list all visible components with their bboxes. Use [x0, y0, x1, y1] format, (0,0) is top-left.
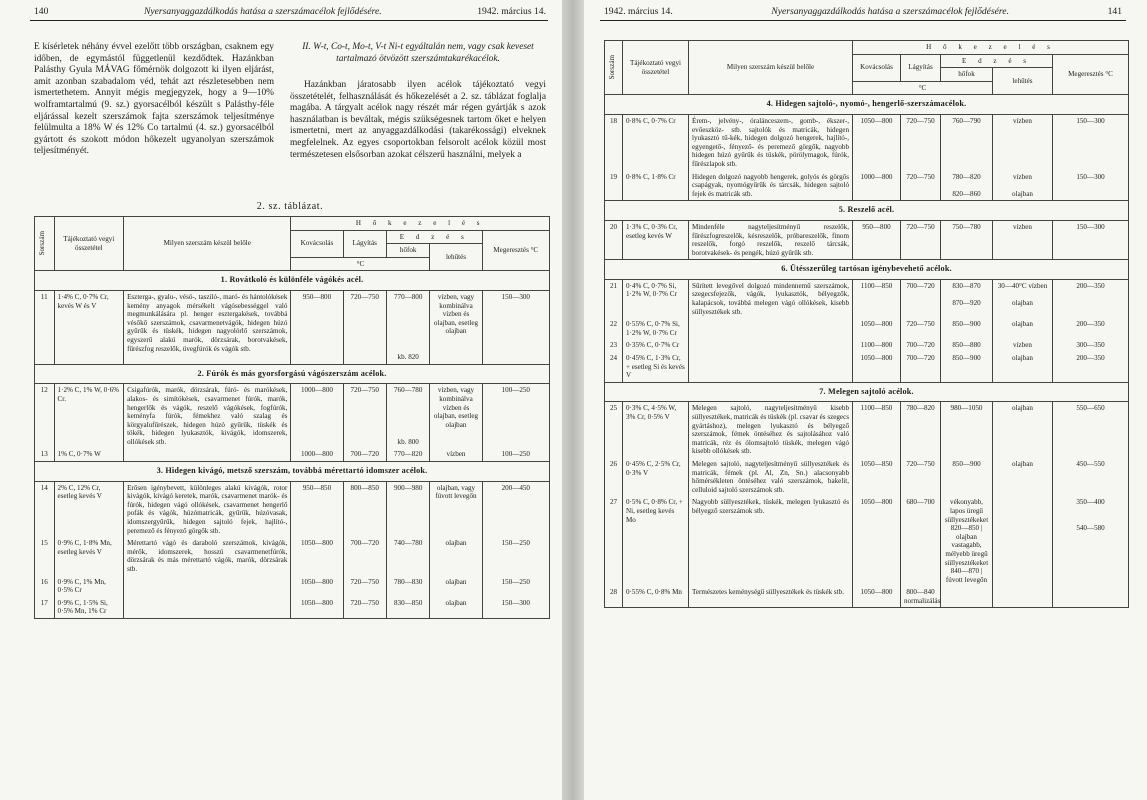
tempering-cell: [1053, 586, 1129, 608]
hardening-temp-cell: 760—780 kb. 800: [386, 384, 429, 449]
forging-cell: 1050—800: [853, 352, 901, 382]
left-header-rule: [30, 20, 548, 21]
tempering-cell: 200—450: [482, 481, 549, 537]
section-title: 2. Fúrók és más gyorsforgású vágószerszám acélok.: [35, 364, 550, 384]
forging-cell: 950—850: [291, 481, 343, 537]
col-header-forging: Kovácsolás: [291, 230, 343, 257]
annealing-cell: 720—750: [343, 576, 386, 597]
table-row: [605, 458, 1129, 496]
tempering-cell: 150—300: [1053, 171, 1129, 201]
table-row: [605, 171, 1129, 201]
right-date: 1942. március 14.: [604, 6, 673, 17]
composition-cell: 0·9% C, 1·5% Si, 0·5% Mn, 1% Cr: [54, 597, 124, 619]
hardening-temp-cell: 850—900: [941, 352, 993, 382]
hardening-temp-cell: 740—780: [386, 537, 429, 575]
composition-cell: 0·9% C, 1% Mn, 0·5% Cr: [54, 576, 124, 597]
table-row: [605, 279, 1129, 318]
quench-cell: vízben, vagy kombinálva vízben és olajban, esetleg olajban: [430, 384, 482, 449]
annealing-cell: 700—720: [901, 339, 941, 352]
row-number: 11: [35, 290, 55, 364]
annealing-cell: 720—750: [343, 290, 386, 364]
hardening-temp-cell: 750—780: [941, 220, 993, 259]
composition-cell: 0·55% C, 0·7% Si, 1·2% W, 0·7% Cr: [623, 318, 689, 339]
forging-cell: 1050—800: [853, 318, 901, 339]
section-row: [35, 271, 550, 291]
annealing-cell: 720—750: [901, 458, 941, 496]
tool-use-cell: Eszterga-, gyalu-, vésö-, tasziló-, maró- és hántolókések kemény anyagok mérsékelt vágósebességgel való megmunkálására pl. henger esztergakések, továbbá vésőkő szerszámok, csavarmenetvágók, hidegen húzó gyűrűk és tüskék, hidegen nagyolórlő szerszámok, egyszerű alakú marók, dörzsárak, borotvakések, fűrészfog reszelők, üvegfúrók és vágók stb.: [124, 290, 291, 364]
tool-use-cell: Természetes keménységű süllyesztékek és tüskék stb.: [689, 586, 853, 608]
annealing-cell: 720—750: [901, 114, 941, 170]
table-row: [605, 496, 1129, 586]
forging-cell: 1050—800: [291, 576, 343, 597]
quench-cell: olajban: [430, 597, 482, 619]
row-number: 21: [605, 279, 623, 318]
quench-cell: olajban: [430, 537, 482, 575]
col-header-temp: hőfok: [386, 244, 429, 258]
hardening-temp-cell: 780—830: [386, 576, 429, 597]
annealing-cell: 800—840 normalizálás: [901, 586, 941, 608]
annealing-cell: 780—820: [901, 402, 941, 458]
col-header-number-right: Sorszám: [605, 41, 623, 95]
hardening-temp-cell: 770—800 kb. 820: [386, 290, 429, 364]
col-header-hardening-right: E d z é s: [941, 54, 1053, 68]
tempering-cell: 350—400 540—580: [1053, 496, 1129, 586]
section-title: 7. Melegen sajtoló acélok.: [605, 382, 1129, 402]
row-number: 15: [35, 537, 55, 575]
col-header-tempering-right: Megeresztés °C: [1053, 54, 1129, 95]
section-row: [605, 260, 1129, 280]
table-row: [35, 537, 550, 575]
composition-cell: 0·8% C, 0·7% Cr: [623, 114, 689, 170]
quench-cell: vízben: [993, 220, 1053, 259]
quench-cell: vízben, vagy kombinálva vízben és olajban, esetleg olajban: [430, 290, 482, 364]
forging-cell: 1050—850: [853, 458, 901, 496]
quench-cell: olajban: [993, 352, 1053, 382]
quench-cell: olajban: [993, 458, 1053, 496]
col-header-annealing-right: Lágyítás: [901, 54, 941, 81]
composition-cell: 0·5% C, 0·8% Cr, + Ni, esetleg kevés Mo: [623, 496, 689, 586]
left-column-2-text: Hazánkban járatosabb ilyen acélok tájékoztató vegyi összetételét, felhasználását és hőkezelését a 2. sz. táblázat foglalja magába. A tárgyalt acélok nagy részét már régen gyártják s azok használatban is beváltak, mégis szükségesnek tartom őket e helyen ismertetni, mert az anyaggazdálkodási (takarékossági) elveknek megfelelnek. Az egyes csoportokban felsorolt acélok közül most természetesen elsősorban azokat célszerű használni, melyek a: [290, 80, 546, 160]
row-number: 24: [605, 352, 623, 382]
tempering-cell: 200—350: [1053, 318, 1129, 339]
section-title: 1. Rovátkoló és különféle vágókés acél.: [35, 271, 550, 291]
tool-use-cell: Mindenféle nagyteljesítményű reszelők, fűrészfogreszelők, késreszelők, próbareszelők, finom reszelők, forgó reszelők, reszelő tárcsák, borotvakések- és pengék, húzó gyűrűk stb.: [689, 220, 853, 259]
section-row: [35, 462, 550, 482]
tempering-cell: 150—300: [482, 597, 549, 619]
hardening-temp-cell: [941, 586, 993, 608]
annealing-cell: 700—720: [901, 279, 941, 318]
row-number: 12: [35, 384, 55, 449]
table-2-part-2: [604, 40, 1129, 608]
annealing-cell: 700—720: [901, 352, 941, 382]
composition-cell: 0·45% C, 2·5% Cr, 0·3% V: [623, 458, 689, 496]
forging-cell: 1000—800: [853, 171, 901, 201]
composition-cell: 1·4% C, 0·7% Cr, kevés W és V: [54, 290, 124, 364]
right-header-rule: [600, 20, 1126, 21]
forging-cell: 1100—800: [853, 339, 901, 352]
tool-use-cell: Sűrített levegővel dolgozó mindennemű szerszámok, szegecsfejezők, vágók, lyukasztók, bélyegzők, kalapácsok, továbbá melegen vágó ollókések, kisebb süllyesztékek stb.: [689, 279, 853, 318]
row-number: 28: [605, 586, 623, 608]
tool-use-cell: Melegen sajtoló, nagyteljesítményű kisebb süllyesztékek, matricák és tüskék (pl. csavar és szegecs gyártáshoz), melegen lyukasztó és bélyegző szerszámok, fémek öntéséhez és sajtolásához való matricák, réz és ólomsajtoló tüskék, melegen vágó kisebb ollókések stb.: [689, 402, 853, 458]
col-header-tool-right: Milyen szerszám készül belőle: [689, 41, 853, 95]
table-row: [605, 220, 1129, 259]
table-row: [605, 586, 1129, 608]
forging-cell: 1100—850: [853, 402, 901, 458]
tool-use-cell: Nagyobb süllyesztékek, tüskék, melegen lyukasztó és bélyegző szerszámok stb.: [689, 496, 853, 586]
row-number: 19: [605, 171, 623, 201]
tempering-cell: 150—300: [1053, 114, 1129, 170]
hardening-temp-cell: 830—850: [386, 597, 429, 619]
table-row: [35, 576, 550, 597]
forging-cell: 1000—800: [291, 448, 343, 461]
annealing-cell: 720—750: [901, 171, 941, 201]
tool-use-cell: Érem-, jelvény-, óralánceszem-, gomb-, ékszer-, evőeszköz- stb. sajtolók és matricák, hidegen lyukasztó tű-kék, hidegen dolgozó hengerek, hajlító-, egyengető-, fényező- és peremező görgők, nagyobb hidegen húzó gyűrűk és tüskék, pörölymagok, fúrók, fűrészlapok stb.: [689, 114, 853, 170]
section-title: 3. Hidegen kivágó, metsző szerszám, továbbá mérettartó idomszer acélok.: [35, 462, 550, 482]
tempering-cell: 200—350: [1053, 279, 1129, 318]
composition-cell: 0·55% C, 0·8% Mn: [623, 586, 689, 608]
tool-use-cell: Mérettartó vágó és daraboló szerszámok, kivágók, mérők, idomszerek, hosszú csavarmenetfúrók, dörzsárak és más mérettartó vágók, marók, dörzsárak stb.: [124, 537, 291, 575]
table-row: [35, 597, 550, 619]
composition-cell: 1% C, 0·7% W: [54, 448, 124, 461]
annealing-cell: 720—750: [343, 384, 386, 449]
col-header-hardening: E d z é s: [386, 230, 482, 244]
row-number: 20: [605, 220, 623, 259]
left-header: [34, 6, 546, 17]
quench-cell: olajban: [993, 402, 1053, 458]
forging-cell: 1000—800: [291, 384, 343, 449]
tool-use-cell: [124, 576, 291, 597]
row-number: 22: [605, 318, 623, 339]
annealing-cell: 700—720: [343, 448, 386, 461]
forging-cell: 1050—800: [291, 537, 343, 575]
section-row: [35, 364, 550, 384]
left-running-title: Nyersanyaggazdálkodás hatása a szerszámacélok fejlődésére.: [144, 6, 382, 17]
col-header-quench: lehűtés: [430, 244, 482, 271]
right-page-number: 141: [1107, 6, 1122, 17]
right-running-title: Nyersanyaggazdálkodás hatása a szerszámacélok fejlődésére.: [771, 6, 1009, 17]
tempering-cell: 150—250: [482, 576, 549, 597]
section-title: 5. Reszelő acél.: [605, 201, 1129, 221]
quench-cell: olajban, vagy fúvott levegőn: [430, 481, 482, 537]
col-header-composition-right: Tájékoztató vegyi összetétel: [623, 41, 689, 95]
col-header-forging-right: Kovácsolás: [853, 54, 901, 81]
col-header-annealing: Lágyítás: [343, 230, 386, 257]
hardening-temp-cell: 850—900: [941, 458, 993, 496]
col-header-quench-right: lehűtés: [993, 68, 1053, 95]
hardening-temp-cell: 830—870 870—920: [941, 279, 993, 318]
hardening-temp-cell: 850—900: [941, 318, 993, 339]
section-title: 4. Hidegen sajtoló-, nyomó-, hengerlő-szerszámacélok.: [605, 95, 1129, 115]
col-header-unit: °C: [291, 257, 430, 271]
tempering-cell: 150—250: [482, 537, 549, 575]
col-header-tempering: Megeresztés °C: [482, 230, 549, 271]
section-row: [605, 382, 1129, 402]
composition-cell: 1·2% C, 1% W, 0·6% Cr.: [54, 384, 124, 449]
table-row: [35, 448, 550, 461]
forging-cell: 950—800: [853, 220, 901, 259]
annealing-cell: 680—700: [901, 496, 941, 586]
quench-cell: olajban: [993, 318, 1053, 339]
tool-use-cell: [124, 448, 291, 461]
row-number: 26: [605, 458, 623, 496]
tempering-cell: 150—300: [1053, 220, 1129, 259]
hardening-temp-cell: 900—980: [386, 481, 429, 537]
right-page: [584, 0, 1147, 800]
quench-cell: vízben: [993, 114, 1053, 170]
hardening-temp-cell: 780—820 820—860: [941, 171, 993, 201]
quench-cell: [993, 586, 1053, 608]
tempering-cell: 200—350: [1053, 352, 1129, 382]
hardening-temp-cell: 980—1050: [941, 402, 993, 458]
left-page-number: 140: [34, 6, 49, 17]
hardening-temp-cell: 770—820: [386, 448, 429, 461]
tempering-cell: 100—250: [482, 384, 549, 449]
row-number: 18: [605, 114, 623, 170]
col-header-tool: Milyen szerszám készül belőle: [124, 217, 291, 271]
table-row: [605, 352, 1129, 382]
book-gutter: [562, 0, 584, 800]
row-number: 23: [605, 339, 623, 352]
quench-cell: 30—40°C vízben olajban: [993, 279, 1053, 318]
forging-cell: 950—800: [291, 290, 343, 364]
row-number: 25: [605, 402, 623, 458]
annealing-cell: 720—750: [901, 220, 941, 259]
left-page: [0, 0, 562, 800]
table-caption: 2. sz. táblázat.: [256, 201, 324, 212]
row-number: 16: [35, 576, 55, 597]
col-header-unit-right: °C: [853, 81, 993, 95]
left-date: 1942. március 14.: [477, 6, 546, 17]
forging-cell: 1050—800: [291, 597, 343, 619]
composition-cell: 0·9% C, 1·8% Mn, esetleg kevés V: [54, 537, 124, 575]
table-row: [605, 402, 1129, 458]
tool-use-cell: [689, 318, 853, 339]
col-header-heat-treatment: H ő k e z e l é s: [291, 217, 550, 231]
section-row: [605, 95, 1129, 115]
tool-use-cell: Melegen sajtoló, nagyteljesítményű süllyesztékek és matricák, fémek (pl. Al, Zn, Sn.) alacsonyabb hőmérsékleten öntéséhez való szerszámok, bakelit, celluloid sajtoló szerszámok stb.: [689, 458, 853, 496]
forging-cell: 1050—800: [853, 114, 901, 170]
tempering-cell: 450—550: [1053, 458, 1129, 496]
left-column-1-text: E kísérletek néhány évvel ezelőtt több országban, csaknem egy időben, de egymástól függetlenül kezdődtek. Hazánkban Palásthy Gyula MÁVAG főmérnök dolgozott ki ilyen eljárást, amit azonban szabadalom véd, tehát azt részletesebben nem ismertethetem. Annyit mégis megjegyzek, hogy a 9—10% wolframtartalmú (9. sz.) gyorsacélból készült s Palásthy-féle eljárással kezelt szerszámok fajta szerszámok teljesítménye felülmulta a 18% W és 12% Co tartalmú (4. sz.) gyorsacélból gyártott és szokott módon hőkezelt ugyanolyan szerszámok teljesítményét.: [34, 42, 274, 157]
hardening-temp-cell: 850—880: [941, 339, 993, 352]
row-number: 17: [35, 597, 55, 619]
tool-use-cell: [124, 597, 291, 619]
tool-use-cell: Csigafúrók, marók, dörzsárak, fúró- és marókések, alakos- és simítókések, csavarmenet fúrók, marók, hengerlők és vágók, reszelő vágókések, fogfúrók, keményfa fúrók, fémekhez való szalag és körgyalufűrészek, hidegen húzó gyűrűk, tüskék és tökék, hidegen lyukasztók, kivágók, idomszerek, ollókések stb.: [124, 384, 291, 449]
table-row: [605, 318, 1129, 339]
quench-cell: vízben olajban: [993, 171, 1053, 201]
composition-cell: 2% C, 12% Cr, esetleg kevés V: [54, 481, 124, 537]
forging-cell: 1050—800: [853, 586, 901, 608]
tempering-cell: 300—350: [1053, 339, 1129, 352]
section-row: [605, 201, 1129, 221]
hardening-temp-cell: 760—790: [941, 114, 993, 170]
tool-use-cell: Erősen igénybevett, különleges alakú kivágók, rotor kivágók, kivágó keretek, marók, csavarmenet marók- és fúrók, hidegen vágó ollókések, csavarmenet hengerlő pofák és vágók, húzómatricák, gyűrűk, húzóvasak, idomszergyűrűk, hidegen sajtoló fejek, hajlító-, peremező és fényező görgők stb.: [124, 481, 291, 537]
row-number: 14: [35, 481, 55, 537]
table-row: [35, 290, 550, 364]
right-header: [604, 6, 1122, 17]
forging-cell: 1100—850: [853, 279, 901, 318]
composition-cell: 0·35% C, 0·7% Cr: [623, 339, 689, 352]
table-row: [605, 339, 1129, 352]
table-row: [605, 114, 1129, 170]
table-row: [35, 481, 550, 537]
tool-use-cell: [689, 352, 853, 382]
quench-cell: vízben: [993, 339, 1053, 352]
annealing-cell: 700—720: [343, 537, 386, 575]
row-number: 27: [605, 496, 623, 586]
col-header-composition: Tájékoztató vegyi összetétel: [54, 217, 124, 271]
col-header-temp-right: hőfok: [941, 68, 993, 82]
table-2-part-1: [34, 216, 550, 619]
col-header-heat-treatment-right: H ő k e z e l é s: [853, 41, 1129, 55]
section-title: 6. Ütésszerűleg tartósan igénybevehető acélok.: [605, 260, 1129, 280]
left-column-2-heading: II. W-t, Co-t, Mo-t, V-t Ni-t egyáltalán nem, vagy csak keveset tartalmazó ötvözött szerszámtakarékacélok.: [302, 42, 534, 64]
tool-use-cell: Hidegen dolgozó nagyobb hengerek, golyós és görgős csapágyak, nyomógyűrűk és tárcsák, hidegen sajtoló fejek és matricák stb.: [689, 171, 853, 201]
composition-cell: 0·3% C, 4·5% W, 3% Cr, 0·5% V: [623, 402, 689, 458]
quench-cell: vízben: [430, 448, 482, 461]
annealing-cell: 720—750: [343, 597, 386, 619]
hardening-temp-cell: vékonyabb, lapos üregű süllyesztékeket 820—850 | olajban vastagabb, mélyebb üregű süllyesztékeket 840—870 | fúvott levegőn: [941, 496, 993, 586]
composition-cell: 0·45% C, 1·3% Cr, + esetleg Si és kevés V: [623, 352, 689, 382]
row-number: 13: [35, 448, 55, 461]
annealing-cell: 720—750: [901, 318, 941, 339]
composition-cell: 0·8% C, 1·8% Cr: [623, 171, 689, 201]
quench-cell: olajban: [430, 576, 482, 597]
tempering-cell: 550—650: [1053, 402, 1129, 458]
tool-use-cell: [689, 339, 853, 352]
composition-cell: 1·3% C, 0·3% Cr, esetleg kevés W: [623, 220, 689, 259]
forging-cell: 1050—800: [853, 496, 901, 586]
tempering-cell: 100—250: [482, 448, 549, 461]
table-row: [35, 384, 550, 449]
tempering-cell: 150—300: [482, 290, 549, 364]
annealing-cell: 800—850: [343, 481, 386, 537]
col-header-number: Sorszám: [35, 217, 55, 271]
quench-cell: [993, 496, 1053, 586]
composition-cell: 0·4% C, 0·7% Si, 1·2% W, 0·7% Cr: [623, 279, 689, 318]
